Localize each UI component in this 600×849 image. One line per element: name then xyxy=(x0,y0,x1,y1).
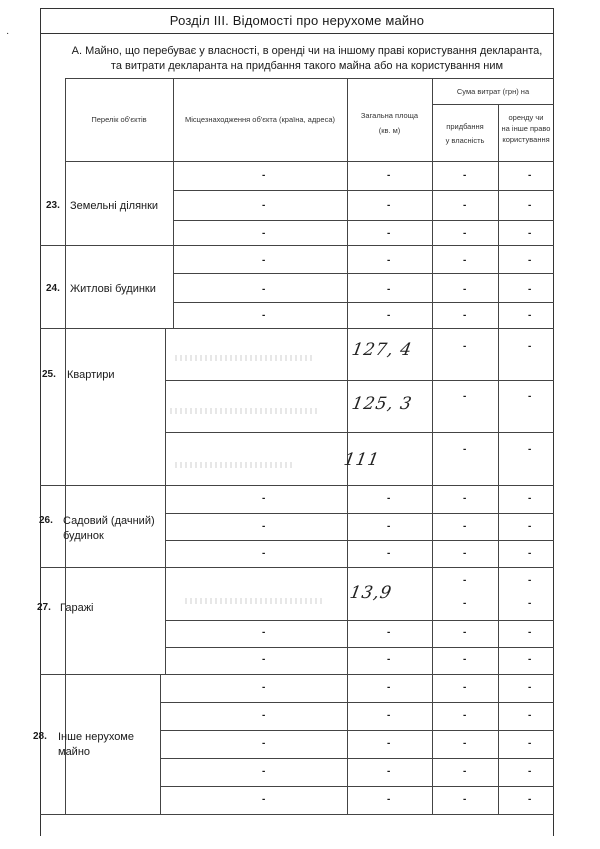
empty-cell-mark: - xyxy=(463,170,467,181)
empty-cell-mark: - xyxy=(463,255,467,266)
section-label: Гаражі xyxy=(60,602,94,614)
empty-cell-mark: - xyxy=(387,310,391,321)
empty-cell-mark: - xyxy=(262,627,266,638)
empty-cell-mark: - xyxy=(528,682,532,693)
section-label xyxy=(63,514,155,544)
empty-cell-mark: - xyxy=(262,228,266,239)
empty-cell-mark: - xyxy=(528,200,532,211)
header-rent xyxy=(499,112,553,145)
empty-cell-mark: - xyxy=(262,284,266,295)
stray-mark: · xyxy=(6,28,10,39)
section-number: 25. xyxy=(42,369,56,380)
empty-cell-mark: - xyxy=(528,710,532,721)
empty-cell-mark: - xyxy=(463,738,467,749)
row-divider xyxy=(160,702,554,703)
empty-cell-mark: - xyxy=(387,228,391,239)
redacted-address xyxy=(170,408,320,414)
header-area-line1: Загальна площа xyxy=(360,111,419,120)
section-label-line2: будинок xyxy=(63,530,104,542)
number-column-border xyxy=(65,78,66,814)
header-purchase-line2: у власність xyxy=(445,136,485,145)
redacted-address xyxy=(185,598,325,604)
section-label-line1: Інше нерухоме xyxy=(58,731,134,743)
header-expenses: Сума витрат (грн) на xyxy=(456,87,530,96)
empty-cell-mark: - xyxy=(463,200,467,211)
empty-cell-mark: - xyxy=(463,228,467,239)
empty-cell-mark: - xyxy=(528,794,532,805)
handwritten-area-garage: 13,9 xyxy=(348,583,394,603)
empty-cell-mark: - xyxy=(387,255,391,266)
empty-cell-mark: - xyxy=(463,341,467,352)
header-purchase xyxy=(433,121,497,146)
empty-cell-mark: - xyxy=(387,170,391,181)
empty-cell-mark: - xyxy=(463,598,467,609)
expenses-header-divider xyxy=(432,104,554,105)
row-divider xyxy=(165,513,554,514)
empty-cell-mark: - xyxy=(387,682,391,693)
empty-cell-mark: - xyxy=(463,575,467,586)
redacted-address xyxy=(175,355,315,361)
empty-cell-mark: - xyxy=(463,766,467,777)
header-rent-line2: на інше право xyxy=(501,124,551,133)
empty-cell-mark: - xyxy=(528,548,532,559)
row-divider xyxy=(173,190,554,191)
location-column-border xyxy=(347,78,348,814)
empty-cell-mark: - xyxy=(528,521,532,532)
header-rent-line1: оренду чи xyxy=(508,113,544,122)
empty-cell-mark: - xyxy=(528,654,532,665)
section-label: Квартири xyxy=(67,369,115,381)
section-label: Земельні ділянки xyxy=(70,200,159,212)
empty-cell-mark: - xyxy=(387,766,391,777)
area-column-border xyxy=(432,78,433,814)
empty-cell-mark: - xyxy=(262,493,266,504)
table-top-border xyxy=(65,78,554,79)
header-purchase-line1: придбання xyxy=(446,122,484,131)
row-divider xyxy=(165,432,554,433)
row-divider xyxy=(160,758,554,759)
empty-cell-mark: - xyxy=(387,548,391,559)
row-divider xyxy=(173,220,554,221)
empty-cell-mark: - xyxy=(262,548,266,559)
empty-cell-mark: - xyxy=(463,521,467,532)
empty-cell-mark: - xyxy=(463,627,467,638)
empty-cell-mark: - xyxy=(463,548,467,559)
empty-cell-mark: - xyxy=(262,710,266,721)
empty-cell-mark: - xyxy=(387,493,391,504)
row-divider xyxy=(160,730,554,731)
empty-cell-mark: - xyxy=(463,493,467,504)
empty-cell-mark: - xyxy=(387,627,391,638)
table-bottom-border xyxy=(40,814,554,815)
object-column-border xyxy=(160,674,161,814)
empty-cell-mark: - xyxy=(528,255,532,266)
row-divider xyxy=(173,302,554,303)
empty-cell-mark: - xyxy=(463,710,467,721)
empty-cell-mark: - xyxy=(528,391,532,402)
section-number: 26. xyxy=(39,515,53,526)
row-divider xyxy=(165,540,554,541)
empty-cell-mark: - xyxy=(528,766,532,777)
empty-cell-mark: - xyxy=(387,710,391,721)
empty-cell-mark: - xyxy=(528,598,532,609)
handwritten-area-apartment-1: 127, 4 xyxy=(350,340,414,360)
empty-cell-mark: - xyxy=(387,284,391,295)
section-label-line2: майно xyxy=(58,746,91,758)
empty-cell-mark: - xyxy=(387,521,391,532)
empty-cell-mark: - xyxy=(528,444,532,455)
section-label-line1: Садовий (дачний) xyxy=(63,515,155,527)
empty-cell-mark: - xyxy=(528,310,532,321)
empty-cell-mark: - xyxy=(528,284,532,295)
empty-cell-mark: - xyxy=(387,200,391,211)
redacted-address xyxy=(175,462,295,468)
section-label xyxy=(58,730,134,760)
object-column-border xyxy=(165,328,166,674)
purchase-column-border xyxy=(498,104,499,814)
handwritten-area-apartment-3: 111 xyxy=(342,450,382,470)
empty-cell-mark: - xyxy=(528,738,532,749)
section-divider xyxy=(40,245,554,246)
empty-cell-mark: - xyxy=(262,170,266,181)
empty-cell-mark: - xyxy=(262,310,266,321)
section-number: 23. xyxy=(46,200,60,211)
empty-cell-mark: - xyxy=(463,391,467,402)
empty-cell-mark: - xyxy=(262,200,266,211)
subheading-line-1: А. Майно, що перебуває у власності, в оренді чи на іншому праві користування декларанта, xyxy=(71,45,543,57)
header-rent-line3: користування xyxy=(502,135,550,144)
row-divider xyxy=(160,786,554,787)
empty-cell-mark: - xyxy=(387,794,391,805)
empty-cell-mark: - xyxy=(528,341,532,352)
section-divider xyxy=(40,567,554,568)
empty-cell-mark: - xyxy=(528,228,532,239)
empty-cell-mark: - xyxy=(262,521,266,532)
row-divider xyxy=(165,380,554,381)
section-label: Житлові будинки xyxy=(70,283,156,295)
row-divider xyxy=(173,273,554,274)
section-number: 27. xyxy=(37,602,51,613)
empty-cell-mark: - xyxy=(262,255,266,266)
empty-cell-mark: - xyxy=(528,493,532,504)
row-divider xyxy=(165,620,554,621)
section-divider xyxy=(40,674,554,675)
section-divider xyxy=(40,328,554,329)
row-divider xyxy=(165,647,554,648)
empty-cell-mark: - xyxy=(463,794,467,805)
empty-cell-mark: - xyxy=(463,284,467,295)
subheading xyxy=(60,44,554,74)
header-location: Місцезнаходження об'єкта (країна, адреса) xyxy=(185,115,335,124)
empty-cell-mark: - xyxy=(463,654,467,665)
empty-cell-mark: - xyxy=(463,444,467,455)
section-number: 24. xyxy=(46,283,60,294)
empty-cell-mark: - xyxy=(528,627,532,638)
section-title: Розділ III. Відомості про нерухоме майно xyxy=(40,8,554,34)
empty-cell-mark: - xyxy=(528,575,532,586)
header-area-line2: (кв. м) xyxy=(378,126,401,135)
empty-cell-mark: - xyxy=(262,738,266,749)
empty-cell-mark: - xyxy=(463,682,467,693)
empty-cell-mark: - xyxy=(463,310,467,321)
empty-cell-mark: - xyxy=(387,654,391,665)
section-number: 28. xyxy=(33,731,47,742)
handwritten-area-apartment-2: 125, 3 xyxy=(350,394,414,414)
empty-cell-mark: - xyxy=(387,738,391,749)
subheading-line-2: та витрати декларанта на придбання такого майна або на користування ним xyxy=(110,60,504,72)
empty-cell-mark: - xyxy=(528,170,532,181)
header-object-list: Перелік об'єктів xyxy=(91,115,147,124)
empty-cell-mark: - xyxy=(262,766,266,777)
header-area xyxy=(348,110,431,136)
empty-cell-mark: - xyxy=(262,794,266,805)
section-divider xyxy=(40,485,554,486)
empty-cell-mark: - xyxy=(262,682,266,693)
header-bottom-border xyxy=(65,161,554,162)
empty-cell-mark: - xyxy=(262,654,266,665)
